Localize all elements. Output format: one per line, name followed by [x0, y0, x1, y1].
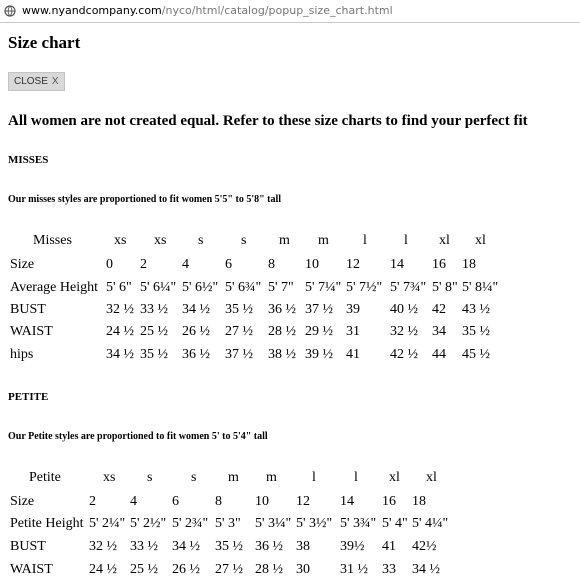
table-header-cell: xs [154, 233, 167, 248]
url-path: /nyco/html/catalog/popup_size_chart.html [161, 4, 393, 17]
table-cell: 16 [382, 494, 396, 509]
table-cell: 14 [340, 494, 354, 509]
table-header-cell: m [228, 470, 239, 485]
table-cell: 5' 8¼" [462, 280, 499, 295]
table-cell: 38 ½ [268, 347, 296, 362]
table-cell: 36 ½ [268, 302, 296, 317]
table-cell: 28 ½ [268, 324, 296, 339]
table-cell: 5' 6½" [182, 280, 219, 295]
table-cell: 12 [296, 494, 310, 509]
table-cell: 33 [382, 562, 396, 577]
table-header-cell: Petite [29, 470, 61, 485]
table-cell: 41 [382, 539, 396, 554]
table-cell: 8 [215, 494, 222, 509]
table-cell: 34 ½ [106, 347, 134, 362]
table-cell: 28 ½ [255, 562, 283, 577]
table-cell: 34 ½ [412, 562, 440, 577]
page-title: Size chart [8, 33, 81, 52]
table-cell: 37 ½ [225, 347, 253, 362]
table-cell: 38 [296, 539, 310, 554]
table-cell: 39 [346, 302, 360, 317]
petite-heading: PETITE [8, 391, 49, 403]
table-header-cell: l [404, 233, 408, 248]
table-cell: 36 ½ [182, 347, 210, 362]
table-cell: 27 ½ [215, 562, 243, 577]
page-icon [4, 5, 16, 17]
table-cell: 32 ½ [106, 302, 134, 317]
row-label: Size [10, 494, 35, 509]
row-label: hips [10, 347, 34, 362]
table-cell: 5' 3½" [296, 516, 333, 531]
table-cell: 5' 6¼" [140, 280, 177, 295]
table-cell: 0 [106, 257, 113, 272]
close-button[interactable] [8, 72, 65, 91]
table-cell: 5' 4¼" [412, 516, 449, 531]
row-label: Average Height [10, 280, 98, 295]
close-button-label: CLOSE [14, 76, 48, 87]
table-cell: 43 ½ [462, 302, 490, 317]
row-label: BUST [10, 539, 46, 554]
table-cell: 41 [346, 347, 360, 362]
table-cell: 12 [346, 257, 360, 272]
table-cell: 36 ½ [255, 539, 283, 554]
table-cell: 35 ½ [140, 347, 168, 362]
table-header-cell: xs [114, 233, 127, 248]
table-header-cell: Misses [33, 233, 72, 248]
table-cell: 42 ½ [390, 347, 418, 362]
table-cell: 26 ½ [172, 562, 200, 577]
misses-heading: MISSES [8, 154, 49, 166]
table-cell: 6 [225, 257, 232, 272]
table-cell: 5' 4" [382, 516, 408, 531]
table-cell: 30 [296, 562, 310, 577]
table-cell: 5' 2½" [130, 516, 167, 531]
table-header-cell: xl [439, 233, 450, 248]
row-label: Petite Height [10, 516, 84, 531]
table-cell: 8 [268, 257, 275, 272]
table-cell: 35 ½ [215, 539, 243, 554]
table-header-cell: s [241, 233, 247, 248]
table-cell: 16 [432, 257, 446, 272]
table-cell: 5' 7" [268, 280, 294, 295]
table-header-cell: xl [475, 233, 486, 248]
table-cell: 45 ½ [462, 347, 490, 362]
table-cell: 4 [130, 494, 137, 509]
table-cell: 32 ½ [390, 324, 418, 339]
table-cell: 5' 2¾" [172, 516, 209, 531]
misses-subheading: Our misses styles are proportioned to fit women 5'5" to 5'8" tall [8, 194, 282, 205]
table-cell: 5' 6¾" [225, 280, 262, 295]
table-cell: 42½ [412, 539, 437, 554]
table-cell: 5' 8" [432, 280, 458, 295]
table-header-cell: m [279, 233, 290, 248]
table-cell: 5' 7¼" [305, 280, 342, 295]
address-bar[interactable] [0, 0, 580, 23]
url-domain: www.nyandcompany.com [22, 4, 162, 17]
table-cell: 34 ½ [172, 539, 200, 554]
table-cell: 5' 6" [106, 280, 132, 295]
table-cell: 24 ½ [89, 562, 117, 577]
table-cell: 24 ½ [106, 324, 134, 339]
table-cell: 35 ½ [225, 302, 253, 317]
table-cell: 10 [255, 494, 269, 509]
table-cell: 35 ½ [462, 324, 490, 339]
table-cell: 26 ½ [182, 324, 210, 339]
table-cell: 29 ½ [305, 324, 333, 339]
table-cell: 32 ½ [89, 539, 117, 554]
table-cell: 18 [462, 257, 476, 272]
table-header-cell: m [318, 233, 329, 248]
table-cell: 25 ½ [130, 562, 158, 577]
table-cell: 40 ½ [390, 302, 418, 317]
row-label: BUST [10, 302, 46, 317]
intro-text: All women are not created equal. Refer to these size charts to find your perfect fit [8, 113, 528, 129]
table-header-cell: xl [389, 470, 400, 485]
close-icon: X [51, 76, 59, 87]
table-cell: 5' 7½" [346, 280, 383, 295]
table-cell: 31 [346, 324, 360, 339]
table-header-cell: s [147, 470, 153, 485]
table-cell: 4 [182, 257, 189, 272]
table-cell: 18 [412, 494, 426, 509]
row-label: Size [10, 257, 35, 272]
table-cell: 14 [390, 257, 404, 272]
table-cell: 27 ½ [225, 324, 253, 339]
table-header-cell: xs [103, 470, 116, 485]
table-cell: 5' 3¾" [340, 516, 377, 531]
table-header-cell: xl [426, 470, 437, 485]
table-header-cell: m [266, 470, 277, 485]
table-cell: 37 ½ [305, 302, 333, 317]
table-cell: 44 [432, 347, 446, 362]
url-text[interactable] [22, 0, 393, 22]
table-cell: 34 ½ [182, 302, 210, 317]
table-header-cell: l [363, 233, 367, 248]
row-label: WAIST [10, 324, 53, 339]
table-cell: 5' 2¼" [89, 516, 126, 531]
table-cell: 25 ½ [140, 324, 168, 339]
table-cell: 10 [305, 257, 319, 272]
table-header-cell: s [198, 233, 204, 248]
table-cell: 5' 7¾" [390, 280, 427, 295]
table-cell: 2 [89, 494, 96, 509]
table-cell: 42 [432, 302, 446, 317]
table-header-cell: l [312, 470, 316, 485]
table-cell: 33 ½ [130, 539, 158, 554]
table-cell: 39 ½ [305, 347, 333, 362]
table-cell: 31 ½ [340, 562, 368, 577]
table-cell: 6 [172, 494, 179, 509]
row-label: WAIST [10, 562, 53, 577]
table-cell: 5' 3¼" [255, 516, 292, 531]
table-cell: 39½ [340, 539, 365, 554]
table-cell: 5' 3" [215, 516, 241, 531]
petite-subheading: Our Petite styles are proportioned to fit women 5' to 5'4" tall [8, 431, 268, 442]
table-cell: 2 [140, 257, 147, 272]
table-cell: 34 [432, 324, 446, 339]
table-header-cell: l [354, 470, 358, 485]
table-header-cell: s [191, 470, 197, 485]
table-cell: 33 ½ [140, 302, 168, 317]
